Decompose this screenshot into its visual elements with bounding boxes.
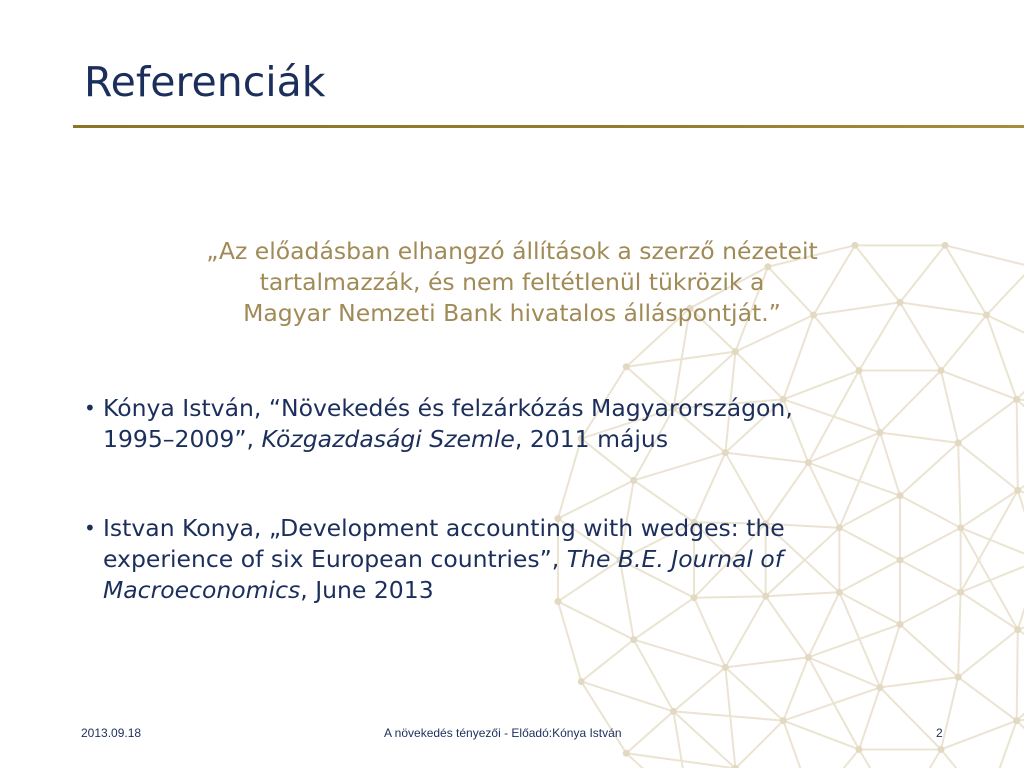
reference-list	[84, 393, 984, 664]
journal-name: Macroeconomics	[103, 576, 301, 604]
reference-line	[103, 424, 984, 455]
disclaimer-line: „Az előadásban elhangzó állítások a szerző nézeteit	[206, 237, 818, 265]
reference-line	[103, 513, 984, 544]
disclaimer-line: tartalmazzák, és nem feltétlenül tükrözik a	[259, 268, 765, 296]
footer-title: A növekedés tényezői - Előadó:Kónya István	[384, 726, 622, 740]
reference-text: , June 2013	[300, 576, 434, 604]
title-divider	[73, 125, 1024, 128]
journal-name: The B.E. Journal of	[566, 545, 784, 573]
journal-name: Közgazdasági Szemle	[261, 425, 515, 453]
bullet-icon: •	[84, 396, 96, 420]
reference-line	[103, 575, 984, 606]
footer-date: 2013.09.18	[81, 726, 142, 740]
disclaimer-quote	[112, 236, 912, 329]
reference-item	[84, 513, 984, 606]
reference-text: 1995–2009”,	[103, 425, 262, 453]
reference-text: , 2011 május	[514, 425, 669, 453]
reference-line	[103, 544, 984, 575]
slide-title: Referenciák	[84, 58, 326, 106]
disclaimer-line: Magyar Nemzeti Bank hivatalos álláspontját.”	[243, 299, 781, 327]
reference-text: Istvan Konya, „Development accounting with wedges: the	[103, 514, 785, 542]
slide-number: 2	[936, 726, 943, 740]
reference-line	[103, 393, 984, 424]
reference-text: Kónya István, “Növekedés és felzárkózás Magyarországon,	[103, 394, 793, 422]
bullet-icon: •	[84, 516, 96, 540]
reference-text: experience of six European countries”,	[103, 545, 567, 573]
reference-item	[84, 393, 984, 455]
